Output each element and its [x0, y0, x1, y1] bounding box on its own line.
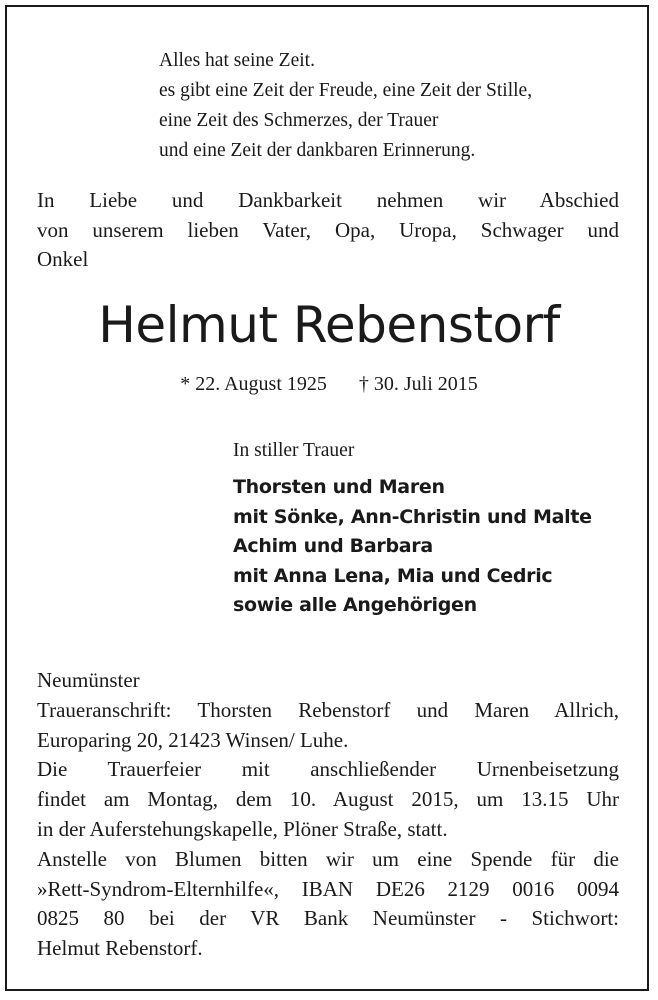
- city: Neumünster: [37, 668, 140, 692]
- donation-line: »Rett-Syndrom-Elternhilfe«, IBAN DE26 2129 0016 0094: [37, 876, 619, 901]
- motto-line: eine Zeit des Schmerzes, der Trauer: [159, 110, 439, 131]
- mourning-label: In stiller Trauer: [233, 440, 355, 461]
- family-line: mit Anna Lena, Mia und Cedric: [233, 564, 553, 587]
- deceased-name: Helmut Rebenstorf: [98, 296, 560, 354]
- life-dates: [0, 369, 658, 399]
- donation-line: Helmut Rebenstorf.: [37, 936, 203, 961]
- funeral-line: Die Trauerfeier mit anschließender Urnenbeisetzung: [37, 757, 619, 782]
- family-line: Thorsten und Maren: [233, 476, 445, 498]
- notice-details: [37, 666, 619, 964]
- motto-line: es gibt eine Zeit der Freude, eine Zeit der Stille,: [159, 80, 533, 101]
- family-line: sowie alle Angehörigen: [233, 594, 477, 616]
- funeral-line: in der Auferstehungskapelle, Plöner Straße, statt.: [37, 816, 448, 841]
- family-list: [233, 473, 592, 621]
- address-line: Europaring 20, 21423 Winsen/ Luhe.: [37, 727, 349, 752]
- birth-date: * 22. August 1925: [180, 373, 327, 395]
- address-line: Traueranschrift: Thorsten Rebenstorf und Maren Allrich,: [37, 697, 619, 722]
- donation-line: Anstelle von Blumen bitten wir um eine Spende für die: [37, 846, 619, 871]
- intro-line: Onkel: [37, 247, 89, 271]
- motto-line: Alles hat seine Zeit.: [159, 50, 315, 71]
- intro-line: von unserem lieben Vater, Opa, Uropa, Schwager und: [37, 217, 619, 242]
- funeral-line: findet am Montag, dem 10. August 2015, um 13.15 Uhr: [37, 787, 619, 812]
- motto-verse: [159, 46, 629, 166]
- intro-line: In Liebe und Dankbarkeit nehmen wir Abschied: [37, 188, 619, 212]
- family-line: Achim und Barbara: [233, 535, 433, 557]
- family-line: mit Sönke, Ann-Christin und Malte: [233, 505, 592, 528]
- death-date: † 30. Juli 2015: [358, 373, 478, 395]
- donation-line: 0825 80 bei der VR Bank Neumünster - Stichwort:: [37, 906, 619, 931]
- intro-text: [37, 186, 619, 275]
- motto-line: und eine Zeit der dankbaren Erinnerung.: [159, 140, 476, 161]
